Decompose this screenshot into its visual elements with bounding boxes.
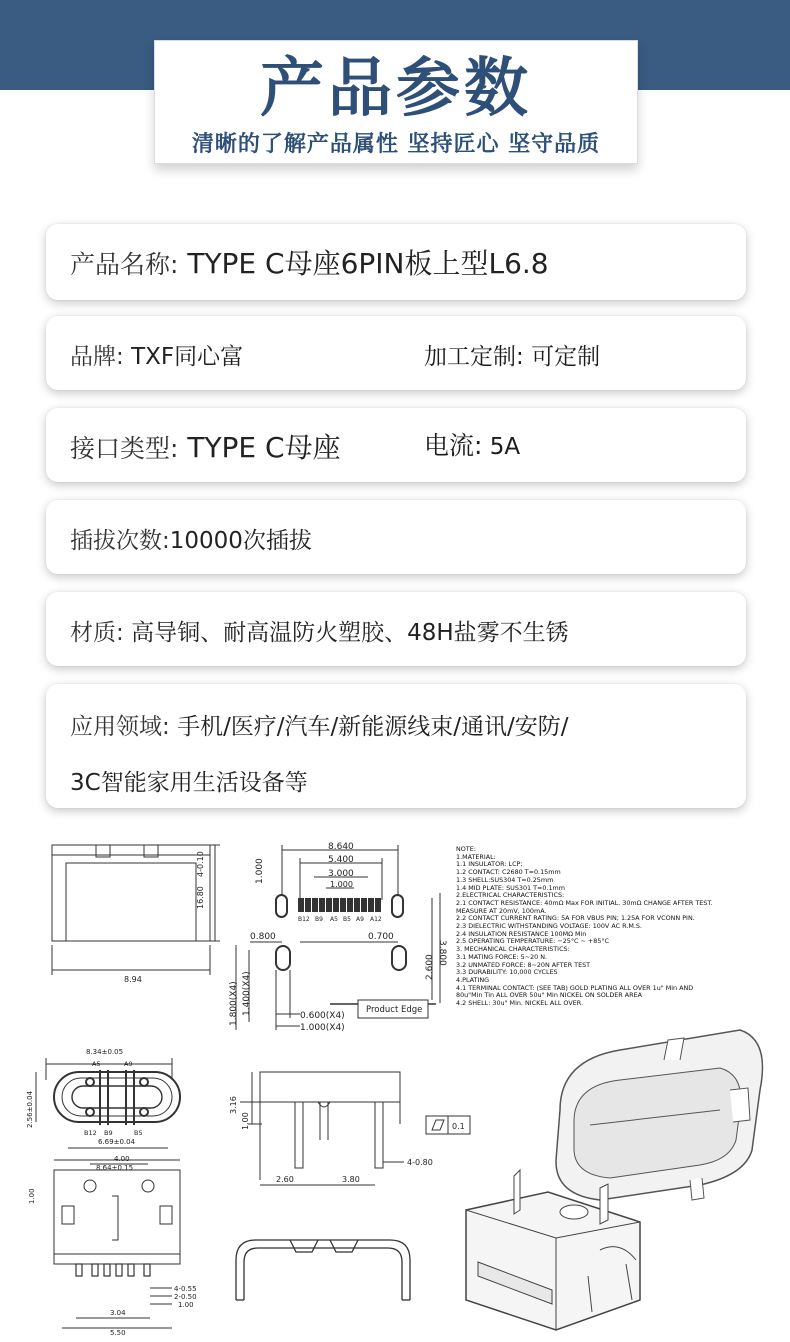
note-line: 80u"Min Tin ALL OVER 50u" Min NICKEL ON SOLDER AREA bbox=[456, 991, 642, 1000]
material-value: 高导铜、耐高温防火塑胶、48H盐雾不生锈 bbox=[131, 620, 569, 646]
title-box bbox=[154, 40, 638, 164]
dim-2050: 2-0.50 bbox=[174, 1293, 197, 1301]
note-line: 1.1 INSULATOR: LCP; bbox=[456, 860, 523, 869]
dim-304: 3.04 bbox=[110, 1309, 126, 1317]
spec-notes bbox=[456, 846, 786, 1008]
dim-3000: 3.000 bbox=[328, 869, 354, 879]
dim-380: 3.80 bbox=[342, 1175, 360, 1184]
dim-1800: 1.800(X4) bbox=[229, 981, 239, 1026]
note-line: 1.MATERIAL: bbox=[456, 852, 496, 861]
note-line: 4.PLATING bbox=[456, 975, 490, 984]
brand-label: 品牌: bbox=[70, 344, 124, 370]
product-name-value: TYPE C母座6PIN板上型L6.8 bbox=[187, 247, 549, 280]
dim-400: 4.00 bbox=[114, 1155, 130, 1163]
dim-2600: 2.600 bbox=[425, 954, 435, 980]
interface-value: TYPE C母座 bbox=[187, 431, 341, 464]
pin-b5: B5 bbox=[343, 916, 351, 923]
pin-b12: B12 bbox=[298, 916, 310, 923]
dim-864: 8.64±0.15 bbox=[96, 1164, 134, 1172]
note-line: 1.4 MID PLATE: SUS301 T=0.1mm bbox=[456, 883, 565, 892]
dim-1400: 1.400(X4) bbox=[242, 971, 252, 1016]
pin-b9-top: B9 bbox=[104, 1129, 113, 1137]
dim-5400: 5.400 bbox=[328, 855, 354, 865]
current-label: 电流: bbox=[424, 431, 483, 460]
pin-a9-top: A9 bbox=[124, 1060, 133, 1068]
note-line: 2.3 DIELECTRIC WITHSTANDING VOLTAGE: 100V AC R.M.S. bbox=[456, 922, 642, 931]
page-subtitle: 清晰的了解产品属性 坚持匠心 坚守品质 bbox=[191, 132, 601, 157]
note-line: 3.3 DURABILITY: 10,000 CYCLES bbox=[456, 968, 558, 977]
dim-8640: 8.640 bbox=[328, 842, 354, 852]
bottom-view-drawing bbox=[28, 1155, 197, 1337]
connector-render-top bbox=[556, 1030, 763, 1200]
dim-width: 8.94 bbox=[124, 975, 142, 984]
pin-a5-top: A5 bbox=[92, 1060, 101, 1068]
spec-card-material bbox=[46, 592, 746, 666]
application-value-line2: 3C智能家用生活设备等 bbox=[70, 770, 308, 796]
dim-669: 6.69±0.04 bbox=[98, 1138, 136, 1146]
brand-value: TXF同心富 bbox=[131, 344, 244, 370]
pin-a9: A9 bbox=[356, 916, 364, 923]
custom-label: 加工定制: bbox=[424, 344, 524, 370]
note-line: 2.2 CONTACT CURRENT RATING: 5A FOR VBUS PIN; 1.25A FOR VCONN PIN. bbox=[456, 914, 695, 923]
pin-a12: A12 bbox=[370, 916, 382, 923]
note-line: 1.2 CONTACT: C2680 T=0.15mm bbox=[456, 868, 561, 877]
spec-card-interface bbox=[46, 408, 746, 482]
cycles-label: 插拔次数: bbox=[70, 528, 170, 554]
dim-834: 8.34±0.05 bbox=[86, 1048, 124, 1056]
dim-height: 16.80 bbox=[196, 886, 205, 909]
dim-4080: 4-0.80 bbox=[407, 1158, 433, 1167]
spec-card-name bbox=[46, 224, 746, 300]
cycles-value: 10000次插拔 bbox=[169, 528, 312, 554]
dim-1000-top: 1.000 bbox=[330, 880, 353, 889]
dim-100-pitch: 1.00 bbox=[178, 1301, 194, 1309]
page-title: 产品参数 bbox=[260, 52, 532, 126]
pin-b9: B9 bbox=[315, 916, 323, 923]
dim-0700: 0.700 bbox=[368, 932, 394, 942]
dim-3800: 3.800 bbox=[437, 940, 447, 966]
side-view-drawing bbox=[229, 1072, 470, 1185]
note-line: 2.ELECTRICAL CHARACTERISTICS: bbox=[456, 891, 565, 900]
application-value-line1: 手机/医疗/汽车/新能源线束/通讯/安防/ bbox=[177, 714, 569, 740]
custom-value: 可定制 bbox=[531, 344, 601, 370]
dim-1000x4: 1.000(X4) bbox=[300, 1023, 345, 1033]
flatness-value: 0.1 bbox=[452, 1122, 465, 1131]
current-value: 5A bbox=[489, 434, 521, 460]
material-label: 材质: bbox=[70, 620, 124, 646]
end-profile-drawing bbox=[236, 1240, 410, 1300]
product-name-label: 产品名称: bbox=[70, 250, 179, 279]
dim-4055: 4-0.55 bbox=[174, 1285, 197, 1293]
note-line: 4.1 TERMINAL CONTACT: (SEE TAB) GOLD PLATING ALL OVER 1u" Min AND bbox=[456, 983, 694, 992]
dim-1000-left: 1.000 bbox=[255, 858, 265, 884]
pin-a5: A5 bbox=[330, 916, 338, 923]
note-line: MEASURE AT 20mV, 100mA. bbox=[456, 906, 547, 915]
note-line: 4.2 SHELL: 30u" Min. NICKEL ALL OVER. bbox=[456, 999, 583, 1008]
top-view-drawing bbox=[26, 1048, 180, 1172]
spec-card-application bbox=[46, 684, 746, 808]
dim-260: 2.60 bbox=[276, 1175, 294, 1184]
dim-316: 3.16 bbox=[229, 1096, 238, 1114]
dim-0600: 0.600(X4) bbox=[300, 1011, 345, 1021]
spec-card-brand bbox=[46, 316, 746, 390]
note-line: 1.3 SHELL:SUS304 T=0.25mm bbox=[456, 875, 554, 884]
pin-b5-top: B5 bbox=[134, 1129, 143, 1137]
note-line: 2.1 CONTACT RESISTANCE: 40mΩ Max FOR INITIAL. 30mΩ CHANGE AFTER TEST. bbox=[456, 898, 713, 907]
note-line: NOTE: bbox=[456, 845, 476, 853]
dim-top: 4-0.10 bbox=[196, 851, 205, 877]
dim-100-bottom: 1.00 bbox=[28, 1188, 36, 1204]
interface-label: 接口类型: bbox=[70, 434, 179, 463]
note-line: 3.2 UNMATED FORCE: 8~20N AFTER TEST bbox=[456, 960, 591, 969]
front-view-drawing bbox=[52, 845, 220, 984]
dim-550: 5.50 bbox=[110, 1329, 126, 1337]
application-label: 应用领域: bbox=[70, 714, 170, 740]
pin-b12-top: B12 bbox=[84, 1129, 97, 1137]
pcb-layout-drawing bbox=[229, 842, 447, 1033]
note-line: 2.4 INSULATION RESISTANCE 100MΩ Min bbox=[456, 929, 587, 938]
product-edge-label: Product Edge bbox=[366, 1005, 423, 1015]
dim-256: 2.56±0.04 bbox=[26, 1090, 34, 1128]
note-line: 2.5 OPERATING TEMPERATURE: −25°C ~ +85°C bbox=[456, 937, 610, 946]
note-line: 3.1 MATING FORCE: 5~20 N. bbox=[456, 952, 548, 961]
dim-0800: 0.800 bbox=[250, 932, 276, 942]
spec-card-cycles bbox=[46, 500, 746, 574]
note-line: 3. MECHANICAL CHARACTERISTICS: bbox=[456, 945, 570, 954]
dim-100-side: 1.00 bbox=[241, 1112, 250, 1130]
